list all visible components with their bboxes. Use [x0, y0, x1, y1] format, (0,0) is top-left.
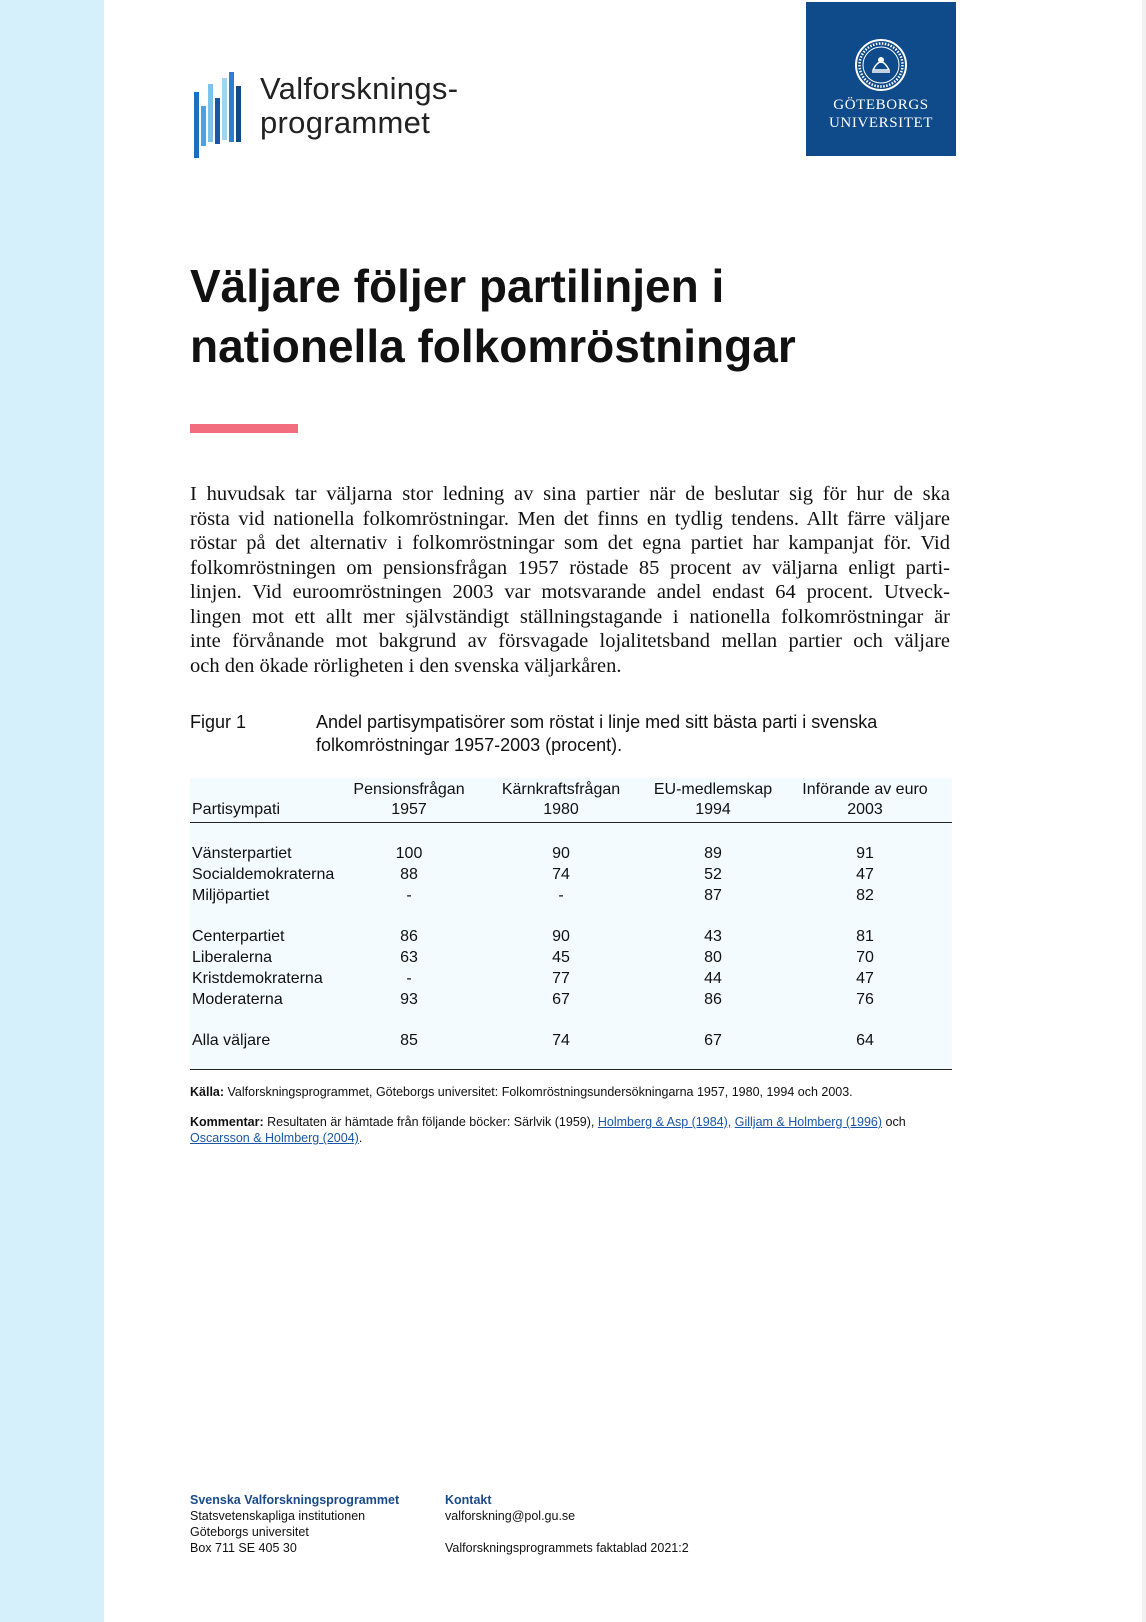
lead-line: röstar på det alternativ i folkomröstningar som det egna partiet har kampanjat för. Vid: [190, 532, 950, 554]
table-cell: 91: [856, 845, 874, 862]
table-cell: 70: [856, 949, 874, 966]
lead-line: inte förvånande mot bakgrund av försvagade lojalitetsband mellan partier och väljare: [190, 630, 950, 652]
table-cell: 74: [552, 1032, 570, 1049]
table-cell: 90: [552, 928, 570, 945]
footer-org-line: Göteborgs universitet: [190, 1525, 309, 1539]
table-cell: 63: [400, 949, 418, 966]
source-label: Källa:: [190, 1085, 225, 1099]
table-cell: 86: [704, 991, 722, 1008]
university-seal-icon: [854, 38, 908, 92]
vp-logo-line2: programmet: [260, 105, 431, 140]
vp-logo-text: [260, 72, 458, 140]
footer-org-line: Box 711 SE 405 30: [190, 1541, 297, 1555]
footer-contact-email[interactable]: valforskning@pol.gu.se: [445, 1509, 576, 1523]
lead-line: linjen. Vid euroomröstningen 2003 var motsvarande andel endast 64 procent. Utveck-: [190, 581, 950, 603]
title-line2: nationella folkomröstningar: [190, 320, 796, 372]
table-cell: 47: [856, 866, 874, 883]
comment-text: Resultaten är hämtade från följande böcker: Särlvik (1959),: [263, 1115, 598, 1129]
column-header-year: 1994: [695, 801, 731, 818]
column-header-year: 2003: [847, 801, 883, 818]
table-row-label: Alla väljare: [192, 1032, 271, 1049]
gu-name-line2: UNIVERSITET: [828, 115, 934, 131]
table-row-label: Kristdemokraterna: [192, 970, 323, 987]
comment-end: .: [358, 1131, 363, 1145]
table-cell: 74: [552, 866, 570, 883]
table-cell: 81: [856, 928, 874, 945]
figure-caption-line2: folkomröstningar 1957-2003 (procent).: [316, 735, 623, 755]
table-cell: 43: [704, 928, 722, 945]
figure-caption-line1: Andel partisympatisörer som röstat i linje med sitt bästa parti i svenska: [316, 712, 878, 732]
figure-label: Figur 1: [190, 712, 247, 732]
column-header-name: Införande av euro: [802, 781, 928, 798]
column-header-year: 1957: [391, 801, 427, 818]
footer-organization: [190, 1492, 399, 1556]
goteborgs-universitet-logo: [806, 2, 956, 156]
title-accent-bar: [190, 424, 298, 433]
source-text: Valforskningsprogrammet, Göteborgs universitet: Folkomröstningsundersökningarna 1957, 1980, 1994 och 2003.: [224, 1085, 853, 1099]
footer-org-line: Statsvetenskapliga institutionen: [190, 1509, 366, 1523]
lead-line: folkomröstningen om pensionsfrågan 1957 röstade 85 procent av väljarna enligt parti-: [190, 556, 950, 579]
valforskningsprogrammet-logo: [194, 72, 514, 158]
column-header-name: Pensionsfrågan: [353, 781, 465, 798]
table-cell: 77: [552, 970, 570, 987]
table-cell: 100: [395, 845, 423, 862]
table-row-label: Socialdemokraterna: [192, 866, 335, 883]
comment-mid: och: [882, 1115, 906, 1129]
table-cell: 93: [400, 991, 418, 1008]
source-note: [190, 1084, 960, 1100]
lead-line: och den ökade rörligheten i den svenska väljarkåren.: [190, 654, 622, 677]
table-cell: 87: [704, 887, 722, 904]
document-page: [104, 0, 1142, 1622]
sidebar-strip: [0, 0, 104, 1622]
lead-paragraph: [190, 482, 950, 678]
table-cell: 52: [704, 866, 722, 883]
table-bottom-rule: [190, 1069, 952, 1070]
footer-contact: [445, 1492, 689, 1556]
footer-factsheet: Valforskningsprogrammets faktablad 2021:2: [445, 1541, 689, 1555]
table-cell: 85: [400, 1032, 418, 1049]
bar-chart-logo-icon: [194, 72, 246, 158]
title-line1: Väljare följer partilinjen i: [190, 260, 725, 312]
page-edge: [1142, 0, 1146, 1622]
footer-spacer: [445, 1524, 689, 1540]
table-cell: 86: [400, 928, 418, 945]
table-row-label: Centerpartiet: [192, 928, 285, 945]
lead-line: I huvudsak tar väljarna stor ledning av sina partier när de beslutar sig för hur de ska: [190, 483, 950, 505]
figure-caption: [316, 711, 936, 757]
table-cell: 76: [856, 991, 874, 1008]
lead-line: rösta vid nationella folkomröstningar. Men det finns en tydlig tendens. Allt färre väljare: [190, 507, 950, 530]
table-cell: 47: [856, 970, 874, 987]
table-row-label: Miljöpartiet: [192, 887, 270, 904]
table-row-label: Liberalerna: [192, 949, 273, 966]
table-row-label: Vänsterpartiet: [192, 845, 292, 862]
comment-note: [190, 1114, 960, 1146]
row-header: Partisympati: [192, 801, 281, 818]
column-header-year: 1980: [543, 801, 579, 818]
table-cell: 82: [856, 887, 874, 904]
table-cell: 44: [704, 970, 722, 987]
column-header-name: EU-medlemskap: [653, 781, 773, 798]
lead-line: lingen mot ett allt mer självständigt ställningstagande i nationella folkomröstningar är: [190, 605, 950, 628]
table-cell: 45: [552, 949, 570, 966]
table-cell: 89: [704, 845, 722, 862]
table-cell: -: [406, 887, 412, 904]
footer-contact-title: Kontakt: [445, 1493, 492, 1507]
table-cell: 80: [704, 949, 722, 966]
table-cell: 67: [552, 991, 570, 1008]
table-cell: 88: [400, 866, 418, 883]
page-title: [190, 256, 950, 376]
table-header-rule: [190, 822, 952, 823]
table-cell: 64: [856, 1032, 874, 1049]
gu-name-line1: GÖTEBORGS: [833, 97, 929, 113]
column-header-name: Kärnkraftsfrågan: [501, 781, 621, 798]
comment-label: Kommentar:: [190, 1115, 264, 1129]
reference-link-oscarsson-holmberg[interactable]: Oscarsson & Holmberg (2004): [190, 1131, 359, 1145]
table-row-label: Moderaterna: [192, 991, 283, 1008]
vp-logo-line1: Valforsknings-: [260, 71, 459, 106]
table-cell: 90: [552, 845, 570, 862]
results-table: [190, 778, 952, 1070]
footer-org-title: Svenska Valforskningsprogrammet: [190, 1493, 400, 1507]
reference-link-holmberg-asp[interactable]: Holmberg & Asp (1984),: [597, 1115, 732, 1129]
table-cell: 67: [704, 1032, 722, 1049]
gu-name: [806, 96, 956, 132]
table-cell: -: [558, 887, 564, 904]
table-cell: -: [406, 970, 412, 987]
reference-link-gilljam-holmberg[interactable]: Gilljam & Holmberg (1996): [734, 1115, 883, 1129]
